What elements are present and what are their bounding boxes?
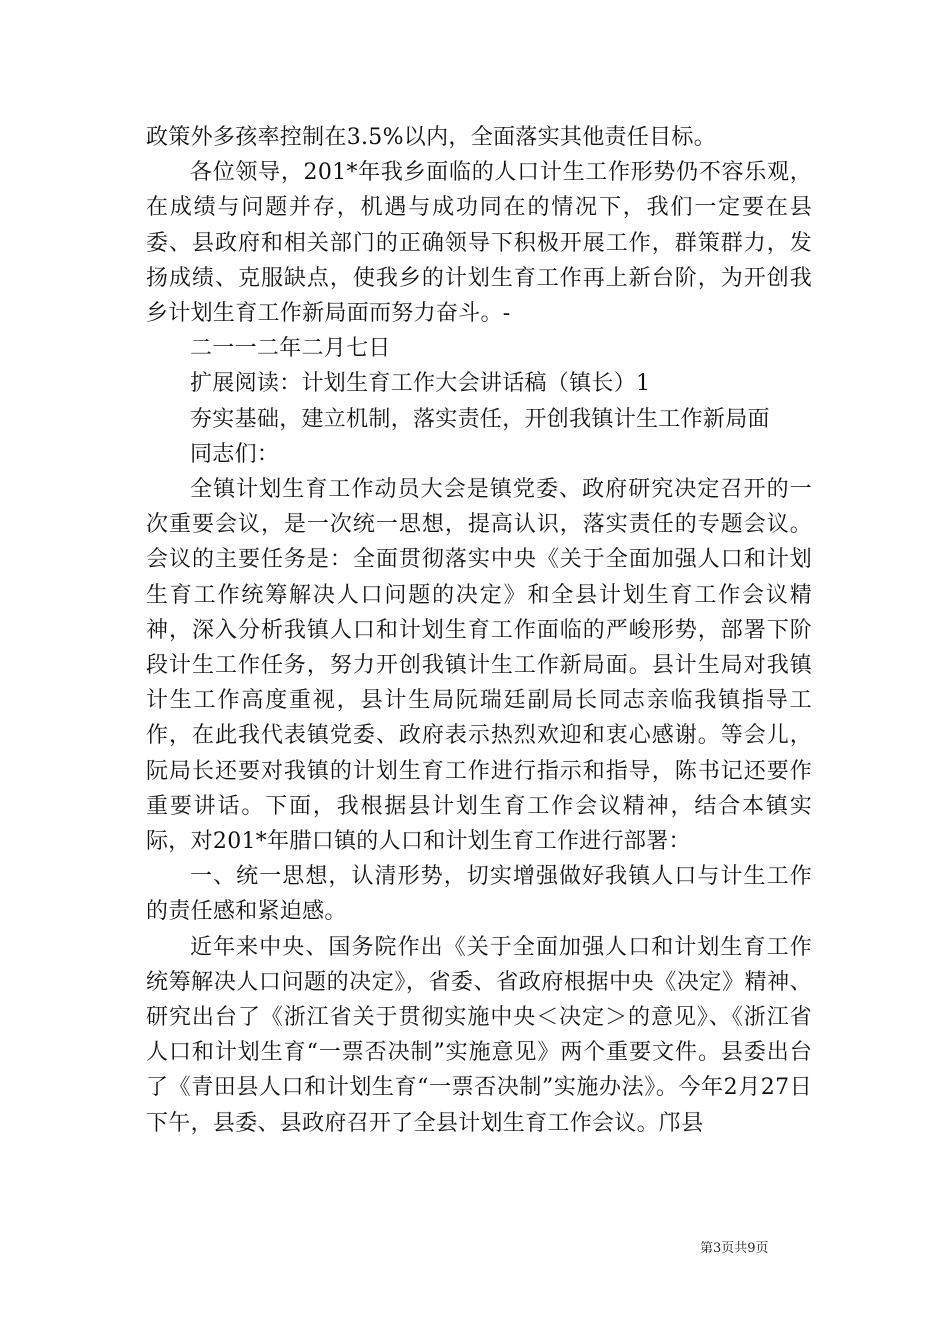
- page-number: 第3页共9页: [700, 1241, 769, 1256]
- paragraph: 政策外多孩率控制在3.5%以内，全面落实其他责任目标。: [146, 125, 716, 150]
- paragraph: 全镇计划生育工作动员大会是镇党委、政府研究决定召开的一次重要会议，是一次统一思想，提高认识，落实责任的专题会议。会议的主要任务是：全面贯彻落实中央《关于全面加强人口和计划生育工作统筹解决人口问题的决定》和全县计划生育工作会议精神，深入分析我镇人口和计划生育工作面临的严峻形势，部署下阶段计生工作任务，努力开创我镇计生工作新局面。县计生局对我镇计生工作高度重视，县计生局阮瑞廷副局长同志亲临我镇指导工作，在此我代表镇党委、政府表示热烈欢迎和衷心感谢。等会儿，阮局长还要对我镇的计划生育工作进行指示和指导，陈书记还要作重要讲话。下面，我根据县计划生育工作会议精神，结合本镇实际，对201*年腊口镇的人口和计划生育工作进行部署：: [146, 477, 812, 855]
- extended-reading-title: 扩展阅读：计划生育工作大会讲话稿（镇长）1: [190, 371, 651, 397]
- speech-title: 夯实基础，建立机制，落实责任，开创我镇计生工作新局面: [190, 406, 770, 432]
- document-body: [146, 120, 812, 1141]
- date-line: 二一一二年二月七日: [190, 336, 391, 362]
- paragraph: 近年来中央、国务院作出《关于全面加强人口和计划生育工作统筹解决人口问题的决定》，省委、省政府根据中央《决定》精神、研究出台了《浙江省关于贯彻实施中央＜决定＞的意见》、《浙江省人口和计划生育“一票否决制”实施意见》两个重要文件。县委出台了《青田县人口和计划生育“一票否决制”实施办法》。今年2月27日下午，县委、县政府召开了全县计划生育工作会议。邝县: [146, 934, 812, 1136]
- section-heading: 一、统一思想，认清形势，切实增强做好我镇人口与计生工作的责任感和紧迫感。: [146, 864, 812, 925]
- paragraph: 各位领导，201*年我乡面临的人口计生工作形势仍不容乐观，在成绩与问题并存，机遇与成功同在的情况下，我们一定要在县委、县政府和相关部门的正确领导下积极开展工作，群策群力，发扬成绩、克服缺点，使我乡的计划生育工作再上新台阶，为开创我乡计划生育工作新局面而努力奋斗。-: [146, 160, 812, 327]
- salutation: 同志们：: [190, 441, 280, 467]
